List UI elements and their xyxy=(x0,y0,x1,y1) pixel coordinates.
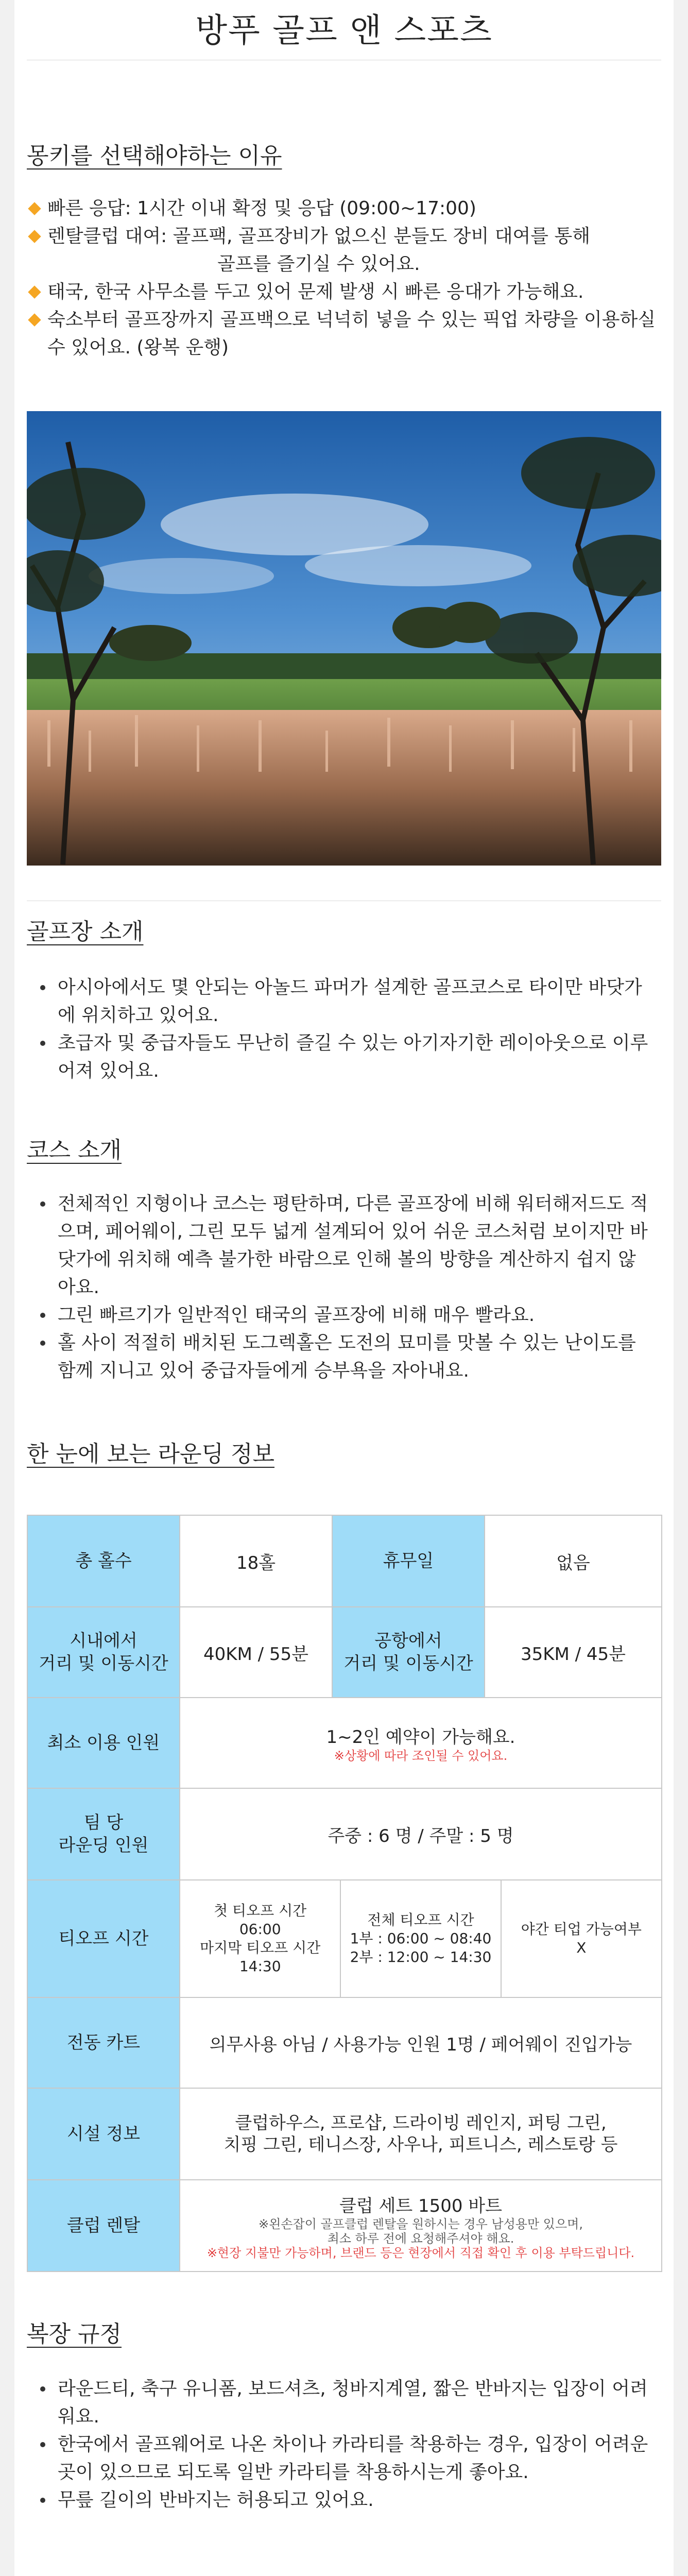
reason-item xyxy=(27,306,660,362)
facility-value: 클럽하우스, 프로샵, 드라이빙 레인지, 퍼팅 그린, 치핑 그린, 테니스장, 사우나, 피트니스, 레스토랑 등 xyxy=(180,2088,662,2180)
reason-text: 빠른 응답: 1시간 이내 확정 및 응답 (09:00~17:00) xyxy=(47,198,476,219)
table-row xyxy=(27,1997,662,2088)
reason-text: 숙소부터 골프장까지 골프백으로 넉넉히 넣을 수 있는 픽업 차량을 이용하실 수 있어요. (왕복 운행) xyxy=(47,309,656,358)
rental-value: 클럽 세트 1500 바트 xyxy=(339,2195,502,2216)
teeoff-night: 야간 티업 가능여부 X xyxy=(521,1921,642,1956)
teeoff-label: 티오프 시간 xyxy=(27,1880,180,1997)
table-row xyxy=(27,1698,662,1788)
rental-note: ※왼손잡이 골프클럽 렌탈을 원하시는 경우 남성용만 있으며, 최소 하루 전에 요청해주셔야 해요. xyxy=(259,2216,583,2246)
page-title: 방푸 골프 앤 스포츠 xyxy=(195,12,493,50)
reason-text-continued: 골프를 즐기실 수 있어요. xyxy=(217,253,420,275)
rental-warning: ※현장 지불만 가능하며, 브랜드 등은 현장에서 직접 확인 후 이용 부탁드립니다. xyxy=(207,2245,635,2260)
facility-label: 시설 정보 xyxy=(27,2088,180,2180)
team-players-label: 팀 당 라운딩 인원 xyxy=(27,1788,180,1880)
teeoff-subtable xyxy=(180,1880,661,1997)
reason-item xyxy=(27,278,660,306)
reason-text: 렌탈클럽 대여: 골프팩, 골프장비가 없으신 분들도 장비 대여를 통해 xyxy=(47,226,591,247)
teeoff-whole: 전체 티오프 시간 1부 : 06:00 ~ 08:40 2부 : 12:00 ~ 14:30 xyxy=(340,1880,501,1997)
dress-item: 한국에서 골프웨어로 나온 차이나 카라티를 착용하는 경우, 입장이 어려운 곳이 있으므로 되도록 일반 카라티를 착용하시는게 좋아요. xyxy=(35,2431,653,2486)
dress-item: 라운드티, 축구 유니폼, 보드셔츠, 청바지계열, 짧은 반바지는 입장이 어려워요. xyxy=(35,2375,653,2431)
min-players-value: 1~2인 예약이 가능해요. xyxy=(326,1726,515,1748)
table-row xyxy=(27,2180,662,2272)
booking-heading xyxy=(27,2572,122,2576)
cart-value: 의무사용 아님 / 사용가능 인원 1명 / 페어웨이 진입가능 xyxy=(180,1997,662,2088)
min-players-note: ※상황에 따라 조인될 수 있어요. xyxy=(334,1748,508,1763)
reason-item xyxy=(27,223,660,278)
round-info-table xyxy=(27,1515,662,2272)
city-distance-value: 40KM / 55분 xyxy=(180,1607,332,1698)
intro-heading: 골프장 소개 xyxy=(27,919,144,945)
reasons-heading: 몽키를 선택해야하는 이유 xyxy=(27,143,282,169)
course-item: 홀 사이 적절히 배치된 도그렉홀은 도전의 묘미를 맛볼 수 있는 난이도를 함께 지니고 있어 중급자들에게 승부욕을 자아내요. xyxy=(35,1329,653,1385)
min-players-cell xyxy=(180,1698,662,1788)
total-holes-label: 총 홀수 xyxy=(27,1515,180,1607)
total-holes-value: 18홀 xyxy=(180,1515,332,1607)
min-players-label: 최소 이용 인원 xyxy=(27,1698,180,1788)
reason-item xyxy=(27,195,660,223)
table-row xyxy=(27,1515,662,1607)
dress-item: 무릎 길이의 반바지는 허용되고 있어요. xyxy=(35,2486,653,2514)
table-row xyxy=(27,1788,662,1880)
city-distance-label: 시내에서 거리 및 이동시간 xyxy=(27,1607,180,1698)
page xyxy=(14,0,674,2576)
rental-cell xyxy=(180,2180,662,2272)
intro-item: 초급자 및 중급자들도 무난히 즐길 수 있는 아기자기한 레이아웃으로 이루어져 있어요. xyxy=(35,1029,653,1085)
course-item: 전체적인 지형이나 코스는 평탄하며, 다른 골프장에 비해 워터해저드도 적으며, 페어웨이, 그린 모두 넓게 설계되어 있어 쉬운 코스처럼 보이지만 바닷가에 위치해 예측 불가한 바람으로 인해 볼의 방향을 계산하지 쉽지 않아요. xyxy=(35,1190,653,1301)
closed-day-label: 휴무일 xyxy=(332,1515,485,1607)
airport-distance-value: 35KM / 45분 xyxy=(485,1607,662,1698)
closed-day-value: 없음 xyxy=(485,1515,662,1607)
golf-course-illustration xyxy=(27,411,661,866)
airport-distance-label: 공항에서 거리 및 이동시간 xyxy=(332,1607,485,1698)
round-info-heading: 한 눈에 보는 라운딩 정보 xyxy=(27,1441,274,1467)
golf-course-photo xyxy=(27,411,661,866)
reason-text: 태국, 한국 사무소를 두고 있어 문제 발생 시 빠른 응대가 가능해요. xyxy=(47,281,584,302)
intro-item: 아시아에서도 몇 안되는 아놀드 파머가 설계한 골프코스로 타이만 바닷가에 위치하고 있어요. xyxy=(35,974,653,1029)
teeoff-cell xyxy=(180,1880,662,1997)
dress-list xyxy=(35,2375,653,2514)
table-row xyxy=(27,2088,662,2180)
rental-label: 클럽 렌탈 xyxy=(27,2180,180,2272)
course-list xyxy=(35,1190,653,1385)
table-row xyxy=(27,1607,662,1698)
cart-label: 전동 카트 xyxy=(27,1997,180,2088)
course-item: 그린 빠르기가 일반적인 태국의 골프장에 비해 매우 빨라요. xyxy=(35,1301,653,1329)
team-players-value: 주중 : 6 명 / 주말 : 5 명 xyxy=(180,1788,662,1880)
teeoff-first-last: 첫 티오프 시간 06:00 마지막 티오프 시간 14:30 xyxy=(180,1880,340,1997)
intro-list xyxy=(35,974,653,1085)
reasons-list xyxy=(27,195,660,362)
table-row xyxy=(27,1880,662,1997)
dress-heading: 복장 규정 xyxy=(27,2321,122,2347)
course-heading: 코스 소개 xyxy=(27,1137,122,1163)
